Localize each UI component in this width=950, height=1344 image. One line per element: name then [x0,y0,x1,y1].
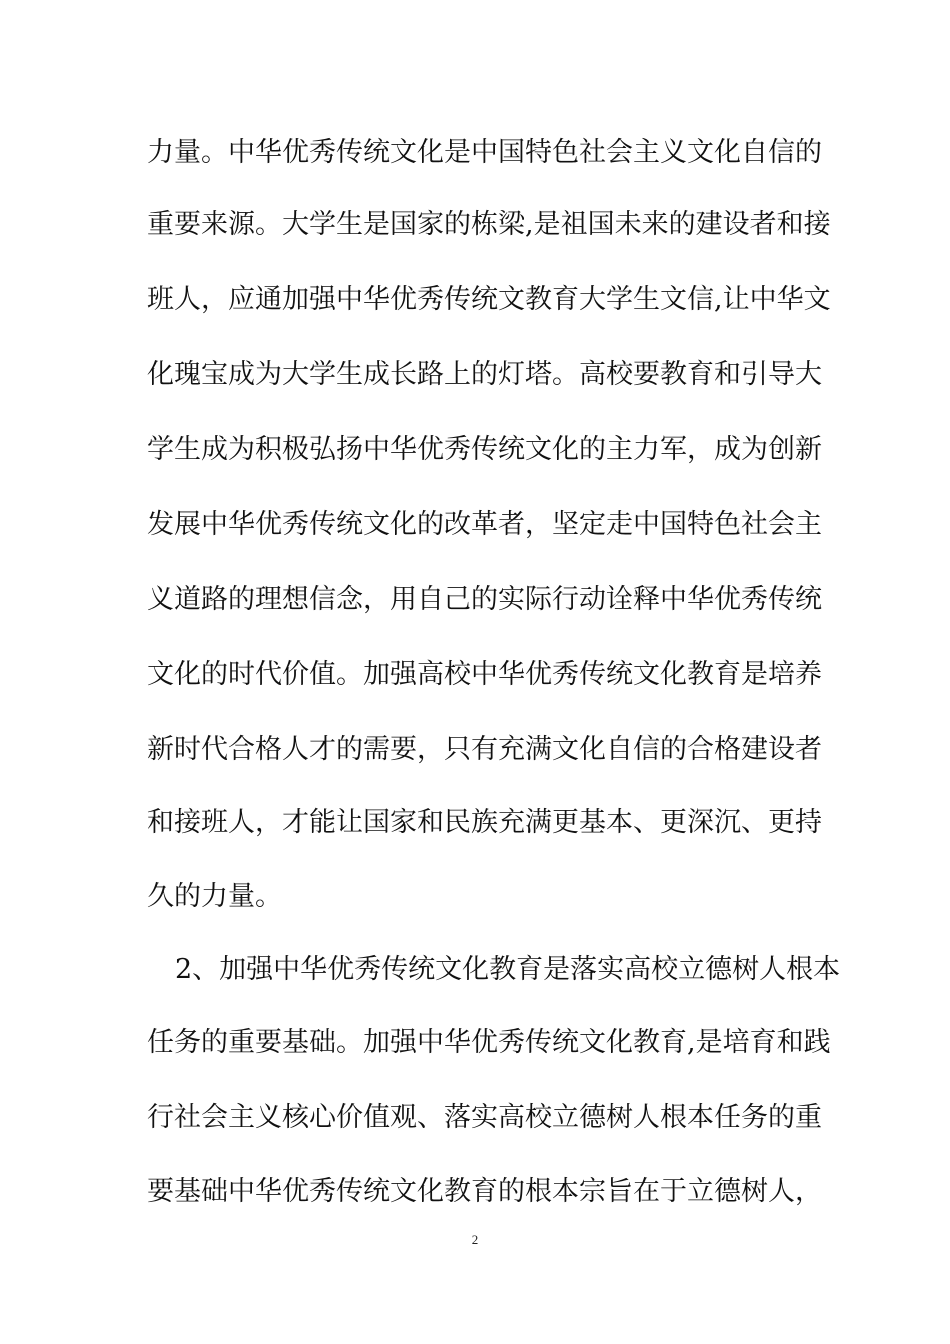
page-number: 2 [471,1232,479,1247]
text-line-10: 和接班人，才能让国家和民族充满更基本、更深沉、更持 [147,807,822,838]
text-line-1: 力量。中华优秀传统文化是中国特色社会主义文化自信的 [147,137,822,168]
text-line-15: 要基础中华优秀传统文化教育的根本宗旨在于立德树人， [147,1176,822,1207]
text-line-4: 化瑰宝成为大学生成长路上的灯塔。高校要教育和引导大 [147,359,822,390]
text-line-13: 任务的重要基础。加强中华优秀传统文化教育,是培育和践 [147,1027,831,1058]
text-line-14: 行社会主义核心价值观、落实高校立德树人根本任务的重 [147,1102,822,1133]
text-line-11: 久的力量。 [147,881,282,912]
text-line-6: 发展中华优秀传统文化的改革者，坚定走中国特色社会主 [147,509,822,540]
text-line-12: 2、加强中华优秀传统文化教育是落实高校立德树人根本 [175,954,841,985]
text-line-9: 新时代合格人才的需要，只有充满文化自信的合格建设者 [147,734,822,765]
text-line-2: 重要来源。大学生是国家的栋梁,是祖国未来的建设者和接 [147,209,831,240]
text-line-5: 学生成为积极弘扬中华优秀传统文化的主力军，成为创新 [147,434,822,465]
text-line-7: 义道路的理想信念，用自己的实际行动诠释中华优秀传统 [147,584,822,615]
text-line-8: 文化的时代价值。加强高校中华优秀传统文化教育是培养 [147,659,822,690]
text-line-3: 班人，应通加强中华优秀传统文教育大学生文信,让中华文 [147,284,831,315]
